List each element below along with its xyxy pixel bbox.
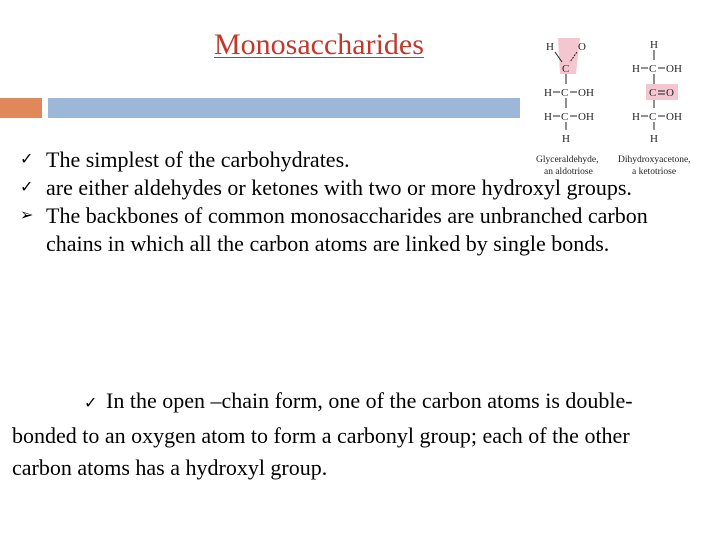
- atom: C: [649, 63, 657, 75]
- caption: a ketotriose: [632, 167, 677, 177]
- accent-bar-orange: [0, 98, 42, 118]
- check-icon: ✓: [20, 151, 34, 168]
- bullet-item: [20, 174, 700, 202]
- bullet-text: are either aldehydes or ketones with two or more hydroxyl groups.: [46, 175, 632, 200]
- atom: OH: [578, 111, 594, 123]
- caption: an aldotriose: [544, 167, 593, 177]
- paragraph-text: In the open –chain form, one of the carbon atoms is double-bonded to an oxygen atom to form a carbonyl group; each of the other carbon atoms has a hydroxyl group.: [12, 388, 633, 480]
- check-icon: ✓: [20, 179, 34, 196]
- bullet-text: The backbones of common monosaccharides are unbranched carbon chains in which all the carbon atoms are linked by single bonds.: [46, 203, 648, 256]
- atom: O: [666, 87, 674, 99]
- atom: C: [561, 111, 569, 123]
- bullet-text: The simplest of the carbohydrates.: [46, 147, 350, 172]
- atom: C: [649, 111, 657, 123]
- atom: OH: [666, 63, 682, 75]
- caption: Glyceraldehyde,: [536, 155, 599, 165]
- atom: H: [562, 133, 570, 145]
- atom: H: [650, 133, 658, 145]
- atom: H: [632, 111, 640, 123]
- bullet-list: [20, 146, 700, 258]
- atom: O: [578, 41, 586, 53]
- atom: H: [632, 63, 640, 75]
- atom: H: [650, 39, 658, 51]
- atom: H: [544, 87, 552, 99]
- atom: C: [561, 87, 569, 99]
- atom: C: [562, 63, 570, 75]
- carbonyl-paragraph: [12, 385, 692, 484]
- atom: H: [544, 111, 552, 123]
- atom: H: [546, 41, 554, 53]
- bullet-item: [20, 146, 700, 174]
- check-icon: ✓: [84, 395, 98, 412]
- bullet-item: [20, 202, 700, 258]
- atom: C: [649, 87, 657, 99]
- arrow-bullet-icon: ➢: [20, 207, 34, 224]
- atom: OH: [578, 87, 594, 99]
- atom: OH: [666, 111, 682, 123]
- caption: Dihydroxyacetone,: [618, 155, 691, 165]
- slide-title: Monosaccharides: [214, 28, 424, 61]
